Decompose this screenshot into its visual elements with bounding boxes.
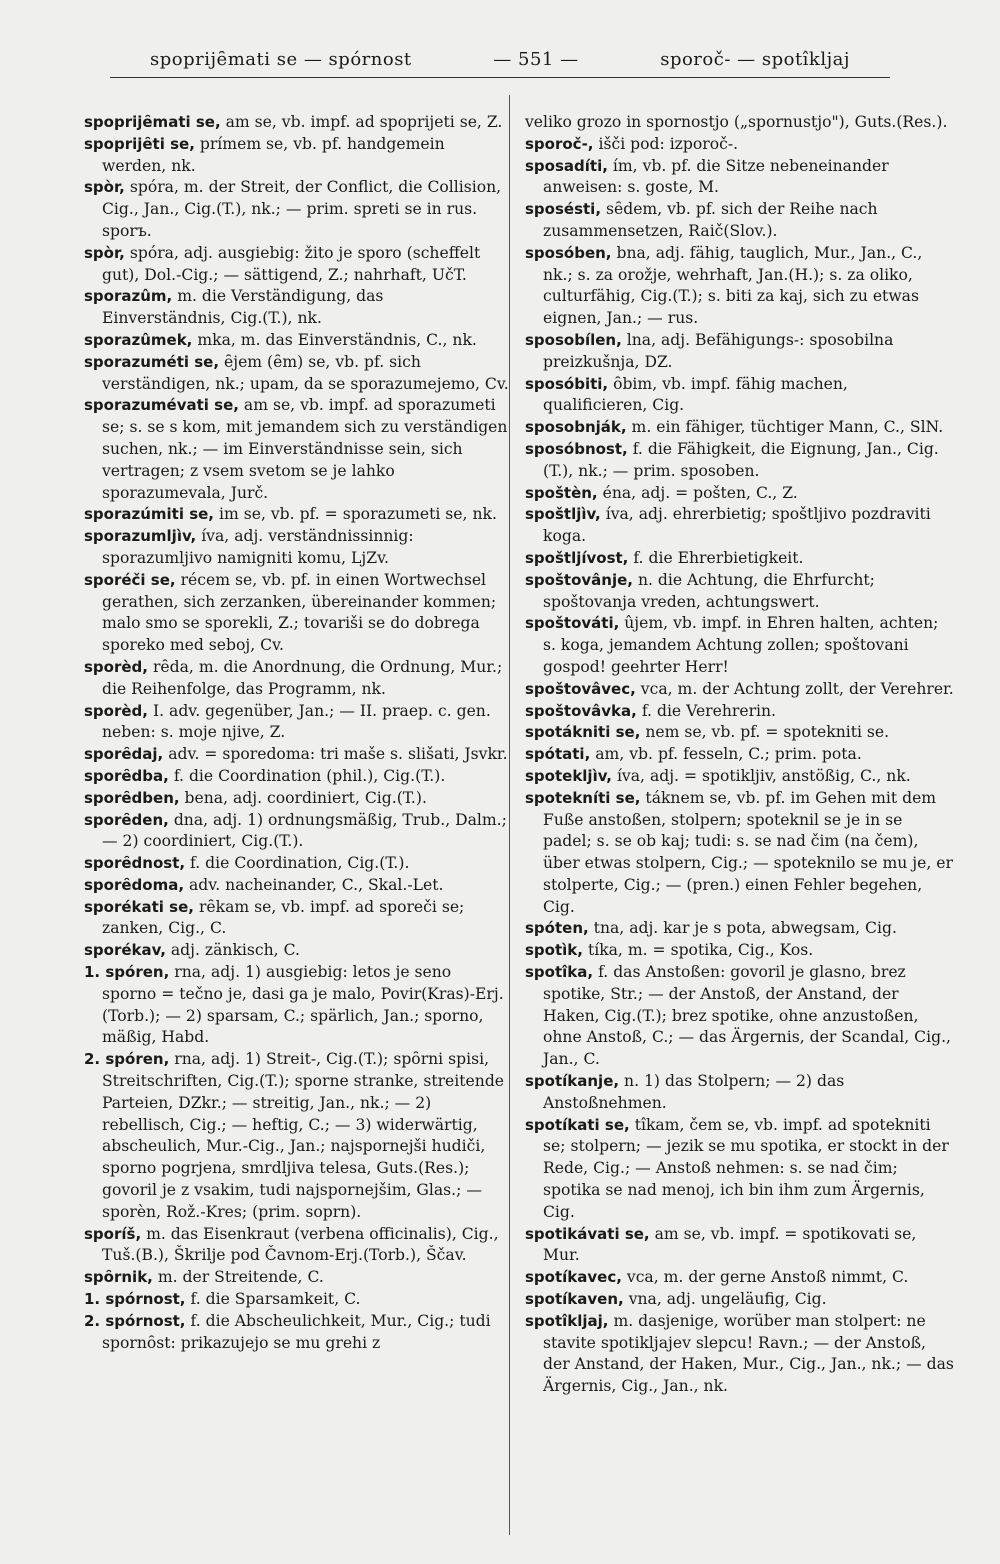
entry-headword: spotíkati se,	[525, 1115, 630, 1134]
dictionary-entry	[84, 286, 509, 330]
entry-headword: spotekljìv,	[525, 766, 612, 785]
entry-headword: spotíkavec,	[525, 1268, 622, 1287]
dictionary-entry	[525, 613, 955, 678]
entry-definition: m. dasjenige, worüber man stolpert: ne stavite spotikljajev slepcu! Ravn.; — der Anstoß, der Anstand, der Haken, Mur., Cig., Jan., nk.; — das Ärgernis, Cig., Jan., nk.	[543, 1311, 954, 1396]
entry-definition: am se, vb. impf. ad spoprijeti se, Z.	[225, 113, 503, 131]
dictionary-entry	[84, 526, 509, 570]
entry-headword: sposóbiti,	[525, 374, 609, 393]
entry-headword: spòr,	[84, 243, 125, 262]
entry-definition: sȇdem, vb. pf. sich der Reihe nach zusammensetzen, Raič(Slov.).	[543, 200, 878, 240]
entry-headword: sporéči se,	[84, 570, 176, 589]
entry-headword: spotekníti se,	[525, 788, 641, 807]
entry-definition: m. die Verständigung, das Einverständnis, Cig.(T.), nk.	[102, 287, 384, 328]
dictionary-entry	[84, 657, 509, 701]
entry-headword: sporazuméti se,	[84, 352, 220, 371]
entry-definition: rna, adj. 1) Streit-, Cig.(T.); spȏrni spisi, Streitschriften, Cig.(T.); sporne stranke, streitende Parteien, DZkr.; — streitig, Jan., nk.; — 2) rebellisch, Cig.; — heftig, C.; — 3) widerwärtig, abscheulich, Mur.-Cig., Jan.; najspornejši hudiči, sporno pogrjena, smrdljiva telesa, Guts.(Res.); govoril je z vsakim, tudi najspornejšim, Glas.; — sporèn, Rož.-Kres; (prim. soprn).	[102, 1050, 505, 1221]
entry-headword: sporazûm,	[84, 287, 173, 306]
entry-definition: I. adv. gegenüber, Jan.; — II. praep. c. gen. neben: s. moje njive, Z.	[102, 701, 491, 742]
entry-headword: sporazumljìv,	[84, 527, 197, 546]
entry-definition: n. die Achtung, die Ehrfurcht; spoštovanja vreden, achtungswert.	[543, 570, 875, 611]
entry-definition: rȇkam se, vb. impf. ad sporeči se; zanken, Cig., C.	[102, 897, 465, 938]
entry-definition: f. die Verehrerin.	[641, 701, 777, 720]
entry-definition: n. 1) das Stolpern; — 2) das Anstoßnehmen.	[543, 1072, 845, 1112]
entry-headword: spotîkljaj,	[525, 1311, 609, 1330]
entry-headword: spotìk,	[525, 941, 583, 960]
entry-definition: spóra, m. der Streit, der Conflict, die Collision, Cig., Jan., Cig.(T.), nk.; — prim. spreti se in rus. sporъ.	[102, 178, 502, 240]
entry-definition: am se, vb. impf. ad sporazumeti se; s. se s kom, mit jemandem sich zu verständigen suchen, nk.; — im Einverständnisse sein, sich vertragen; z vsem svetom se je lahko sporazumevala, Jurč.	[102, 396, 508, 502]
dictionary-entry	[525, 243, 955, 330]
column-divider	[509, 95, 510, 1535]
entry-headword: spoštljívost,	[525, 548, 629, 567]
right-column	[525, 112, 955, 1542]
entry-headword: spoštovâvka,	[525, 701, 637, 720]
entry-definition: vca, m. der gerne Anstoß nimmt, C.	[626, 1268, 909, 1287]
entry-definition: rna, adj. 1) ausgiebig: letos je seno sporno = tečno je, dasi ga je malo, Povir(Kras)-Erj.(Torb.); — 2) sparsam, C.; spärlich, Jan.; sporno, mäßig, Habd.	[102, 963, 504, 1047]
entry-headword: sporȇden,	[84, 810, 169, 829]
dictionary-entry	[84, 504, 509, 526]
entry-definition: f. die Coordination (phil.), Cig.(T.).	[173, 766, 446, 785]
dictionary-entry	[84, 352, 509, 396]
entry-definition: ûjem, vb. impf. in Ehren halten, achten; s. koga, jemandem Achtung zollen; spoštovani gospod! geehrter Herr!	[543, 614, 939, 676]
running-header	[150, 44, 850, 74]
entry-definition: f. die Sparsamkeit, C.	[190, 1290, 361, 1309]
dictionary-entry	[525, 722, 955, 744]
entry-headword: spoštovâvec,	[525, 679, 636, 698]
dictionary-entry	[525, 1115, 955, 1224]
dictionary-entry	[84, 701, 509, 745]
entry-headword: spòr,	[84, 178, 125, 197]
dictionary-entry	[525, 1071, 955, 1115]
entry-definition: m. der Streitende, C.	[157, 1268, 324, 1287]
entry-definition: vna, adj. ungeläufig, Cig.	[628, 1290, 827, 1309]
dictionary-entry	[525, 940, 955, 962]
dictionary-entry	[525, 199, 955, 243]
entry-definition: f. die Coordination, Cig.(T.).	[190, 854, 410, 873]
entry-headword: sposésti,	[525, 200, 602, 219]
entry-headword: spȏrnik,	[84, 1268, 153, 1287]
dictionary-entry	[84, 1267, 509, 1289]
dictionary-entry	[84, 177, 509, 242]
entry-definition: prímem se, vb. pf. handgemein werden, nk.	[102, 134, 445, 175]
entry-definition: tîkam, čem se, vb. impf. ad spotekniti se; stolpern; — jezik se mu spotika, er stockt in der Rede, Cig.; — Anstoß nehmen: s. se nad čim; spotika se nad menoj, ich bin ihm zum Ärgernis, Cig.	[543, 1115, 949, 1221]
entry-definition: m. ein fähiger, tüchtiger Mann, C., SlN.	[631, 418, 944, 437]
entry-definition: lna, adj. Befähigungs-: sposobilna preizkušnja, DZ.	[543, 330, 894, 371]
entry-headword: sporíš,	[84, 1224, 142, 1243]
entry-definition: f. das Anstoßen: govoril je glasno, brez spotike, Str.; — der Anstoß, der Anstand, der Haken, Cig.(T.); brez spotike, ohne anzustoßen, ohne Anstoß, C.; — das Ärgernis, der Scandal, Cig., Jan., C.	[543, 963, 951, 1069]
dictionary-entry	[84, 1224, 509, 1268]
entry-headword: sposadíti,	[525, 156, 608, 175]
header-right: sporoč- — spotîkljaj	[660, 48, 850, 70]
dictionary-entry	[525, 156, 955, 200]
entry-headword: sposóbnost,	[525, 439, 628, 458]
entry-headword: spotikávati se,	[525, 1224, 650, 1243]
entry-definition: ím, vb. pf. die Sitze nebeneinander anweisen: s. goste, M.	[543, 156, 889, 197]
dictionary-entry	[525, 570, 955, 614]
entry-definition: f. die Ehrerbietigkeit.	[633, 548, 804, 567]
entry-definition: f. die Abscheulichkeit, Mur., Cig.; tudi spornȏst: prikazujejo se mu grehi z	[102, 1311, 491, 1352]
entry-definition: íva, adj. ehrerbietig; spoštljivo pozdraviti koga.	[543, 505, 931, 546]
entry-definition: im se, vb. pf. = sporazumeti se, nk.	[218, 505, 497, 524]
dictionary-entry	[84, 766, 509, 788]
entry-definition: nem se, vb. pf. = spotekniti se.	[645, 723, 890, 742]
entry-definition: táknem se, vb. pf. im Gehen mit dem Fuße anstoßen, stolpern; spoteknil se je in se padel; s. se ob kaj; tudi: s. se nad čim (na čem), über etwas stolpern, Cig.; — spoteknilo se mu je, er stolperte, Cig.; — (pren.) einen Fehler begehen, Cig.	[543, 788, 953, 916]
dictionary-entry	[84, 1049, 509, 1223]
entry-headword: sporoč-,	[525, 134, 594, 153]
entry-definition: tna, adj. kar je s pota, abwegsam, Cig.	[593, 919, 897, 938]
dictionary-entry	[525, 483, 955, 505]
entry-definition: adv. = sporedoma: tri maše s. slišati, Jsvkr.	[168, 745, 508, 764]
entry-headword: spotíkaven,	[525, 1290, 624, 1309]
left-column	[84, 112, 509, 1542]
entry-definition: bna, adj. fähig, tauglich, Mur., Jan., C., nk.; s. za orožje, wehrhaft, Jan.(H.); s. za oliko, culturfähig, Cig.(T.); s. biti za kaj, sich zu etwas eignen, Jan.; — rus.	[543, 243, 923, 328]
dictionary-entry	[84, 744, 509, 766]
entry-headword: spotîka,	[525, 963, 594, 982]
entry-definition: vca, m. der Achtung zollt, der Verehrer.	[640, 679, 954, 698]
entry-headword: sporȇdba,	[84, 766, 169, 785]
entry-definition: veliko grozo in spornostjo („spornustjo"), Guts.(Res.).	[525, 113, 948, 131]
entry-definition: íva, adj. = spotikljiv, anstößig, C., nk.	[616, 766, 911, 785]
dictionary-entry	[525, 439, 955, 483]
entry-headword: sposóben,	[525, 243, 612, 262]
entry-definition: išči pod: izporoč-.	[598, 134, 739, 153]
dictionary-entry	[84, 395, 509, 504]
dictionary-entry	[84, 134, 509, 178]
dictionary-entry	[84, 962, 509, 1049]
entry-definition: ȇjem (ȇm) se, vb. pf. sich verständigen, nk.; upam, da se sporazumejemo, Cv.	[102, 352, 509, 393]
dictionary-entry	[525, 701, 955, 723]
entry-definition: récem se, vb. pf. in einen Wortwechsel gerathen, sich zerzanken, übereinander kommen; malo smo se sporekli, Z.; tovariši se do dobrega sporeko med seboj, Cv.	[102, 570, 497, 655]
dictionary-entry	[84, 853, 509, 875]
entry-definition: ȏbim, vb. impf. fähig machen, qualificieren, Cig.	[543, 374, 848, 415]
dictionary-entry	[525, 962, 955, 1071]
entry-headword: sporȇdoma,	[84, 875, 185, 894]
entry-definition: am se, vb. impf. = spotikovati se, Mur.	[543, 1224, 917, 1265]
entry-headword: spoštováti,	[525, 614, 620, 633]
dictionary-entry	[525, 744, 955, 766]
dictionary-entry	[84, 897, 509, 941]
entry-definition: adj. zänkisch, C.	[170, 941, 300, 960]
entry-headword: sposobílen,	[525, 330, 622, 349]
entry-definition: íva, adj. verständnissinnig: sporazumljivo namigniti komu, LjZv.	[102, 527, 414, 567]
entry-headword: sporȇdaj,	[84, 745, 164, 764]
entry-headword: 2. spóren,	[84, 1050, 170, 1069]
dictionary-entry	[525, 679, 955, 701]
entry-headword: spoprijȇmati se,	[84, 113, 221, 131]
dictionary-entry	[84, 330, 509, 352]
dictionary-entry	[525, 112, 955, 134]
entry-definition: adv. nacheinander, C., Skal.-Let.	[189, 875, 444, 894]
dictionary-entry	[84, 112, 509, 134]
dictionary-entry	[84, 788, 509, 810]
entry-headword: sporȇdnost,	[84, 854, 186, 873]
entry-headword: spótati,	[525, 745, 591, 764]
entry-headword: sporékav,	[84, 941, 166, 960]
dictionary-entry	[525, 134, 955, 156]
entry-headword: 2. spórnost,	[84, 1311, 186, 1330]
dictionary-entry	[84, 570, 509, 657]
dictionary-entry	[84, 810, 509, 854]
entry-definition: dna, adj. 1) ordnungsmäßig, Trub., Dalm.; — 2) coordiniert, Cig.(T.).	[102, 810, 507, 851]
entry-headword: 1. spórnost,	[84, 1290, 186, 1309]
header-left: spoprijȇmati se — spórnost	[150, 48, 412, 70]
dictionary-entry	[525, 548, 955, 570]
entry-headword: sposobnják,	[525, 418, 627, 437]
dictionary-entry	[84, 1289, 509, 1311]
entry-headword: sporazumévati se,	[84, 396, 239, 415]
entry-headword: spoprijȇti se,	[84, 134, 195, 153]
dictionary-entry	[525, 330, 955, 374]
dictionary-entry	[525, 918, 955, 940]
entry-headword: sporèd,	[84, 701, 148, 720]
entry-headword: sporazúmiti se,	[84, 505, 215, 524]
entry-definition: mka, m. das Einverständnis, C., nk.	[197, 330, 477, 349]
entry-headword: spotákniti se,	[525, 723, 641, 742]
entry-headword: spoštljìv,	[525, 505, 601, 524]
entry-headword: sporȇdben,	[84, 788, 180, 807]
entry-definition: éna, adj. = pošten, C., Z.	[602, 483, 798, 502]
dictionary-entry	[525, 417, 955, 439]
entry-definition: bena, adj. coordiniert, Cig.(T.).	[184, 788, 427, 807]
dictionary-entry	[525, 374, 955, 418]
dictionary-entry	[84, 940, 509, 962]
dictionary-entry	[525, 788, 955, 919]
entry-definition: rȇda, m. die Anordnung, die Ordnung, Mur.; die Reihenfolge, das Programm, nk.	[102, 657, 503, 698]
header-rule	[110, 77, 890, 78]
dictionary-entry	[525, 1267, 955, 1289]
entry-headword: spóten,	[525, 919, 589, 938]
entry-definition: spóra, adj. ausgiebig: žito je sporo (scheffelt gut), Dol.-Cig.; — sättigend, Z.; nahrhaft, UčT.	[102, 243, 481, 284]
dictionary-entry	[525, 766, 955, 788]
dictionary-entry	[525, 1311, 955, 1398]
entry-definition: f. die Fähigkeit, die Eignung, Jan., Cig.(T.), nk.; — prim. sposoben.	[543, 439, 939, 480]
dictionary-entry	[525, 1224, 955, 1268]
dictionary-entry	[525, 504, 955, 548]
entry-headword: sporazûmek,	[84, 330, 193, 349]
entry-definition: m. das Eisenkraut (verbena officinalis), Cig., Tuš.(B.), Škrilje pod Čavnom-Erj.(Torb.), Ščav.	[102, 1224, 499, 1265]
entry-headword: sporékati se,	[84, 897, 194, 916]
entry-headword: spoštèn,	[525, 483, 598, 502]
entry-headword: 1. spóren,	[84, 963, 170, 982]
entry-definition: tíka, m. = spotika, Cig., Kos.	[587, 941, 814, 960]
dictionary-entry	[525, 1289, 955, 1311]
dictionary-entry	[84, 1311, 509, 1355]
dictionary-entry	[84, 243, 509, 287]
entry-headword: sporèd,	[84, 657, 148, 676]
dictionary-entry	[84, 875, 509, 897]
entry-definition: am, vb. pf. fesseln, C.; prim. pota.	[595, 745, 862, 764]
page-number: — 551 —	[493, 48, 579, 70]
entry-headword: spoštovânje,	[525, 570, 633, 589]
entry-headword: spotíkanje,	[525, 1072, 620, 1091]
